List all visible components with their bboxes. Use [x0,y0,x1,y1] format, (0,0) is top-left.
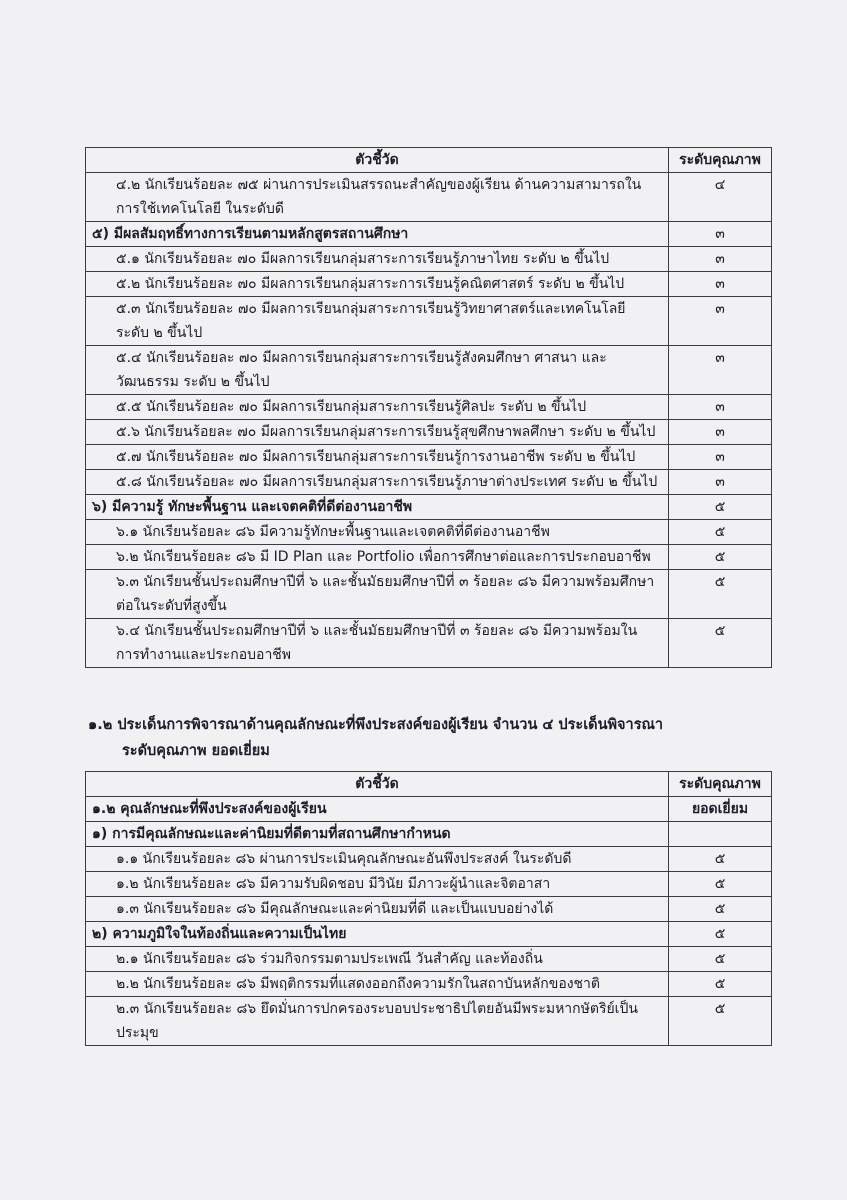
table-row [86,822,772,847]
indicator-text: ๕.๕ นักเรียนร้อยละ ๗๐ มีผลการเรียนกลุ่มสาระการเรียนรู้ศิลปะ ระดับ ๒ ขึ้นไป [86,395,669,420]
quality-level: ๓ [669,470,772,495]
table-row [86,495,772,520]
indicator-table-2 [85,771,772,1046]
section-quality-level: ระดับคุณภาพ ยอดเยี่ยม [122,743,270,759]
indicator-text: ๕.๘ นักเรียนร้อยละ ๗๐ มีผลการเรียนกลุ่มสาระการเรียนรู้ภาษาต่างประเทศ ระดับ ๒ ขึ้นไป [86,470,669,495]
quality-level: ๓ [669,395,772,420]
quality-level: ๕ [669,545,772,570]
table-row [86,297,772,346]
table-row [86,395,772,420]
header-level: ระดับคุณภาพ [669,148,772,173]
table-row [86,997,772,1046]
table-row [86,173,772,222]
header-level: ระดับคุณภาพ [669,772,772,797]
table-row [86,222,772,247]
table-row [86,545,772,570]
quality-level [669,822,772,847]
table-header [86,148,772,173]
indicator-text: ๑.๑ นักเรียนร้อยละ ๘๖ ผ่านการประเมินคุณลักษณะอันพึงประสงค์ ในระดับดี [86,847,669,872]
indicator-text: ๑.๒ นักเรียนร้อยละ ๘๖ มีความรับผิดชอบ มีวินัย มีภาวะผู้นำและจิตอาสา [86,872,669,897]
quality-level: ๕ [669,495,772,520]
indicator-text: ๒.๑ นักเรียนร้อยละ ๘๖ ร่วมกิจกรรมตามประเพณี วันสำคัญ และท้องถิ่น [86,947,669,972]
header-indicator: ตัวชี้วัด [86,148,669,173]
quality-level: ๕ [669,520,772,545]
table-row [86,470,772,495]
quality-level: ๓ [669,346,772,395]
table-row [86,570,772,619]
indicator-text: ๕.๔ นักเรียนร้อยละ ๗๐ มีผลการเรียนกลุ่มสาระการเรียนรู้สังคมศึกษา ศาสนา และวัฒนธรรม ระดับ ๒ ขึ้นไป [86,346,669,395]
indicator-text: ๕.๗ นักเรียนร้อยละ ๗๐ มีผลการเรียนกลุ่มสาระการเรียนรู้การงานอาชีพ ระดับ ๒ ขึ้นไป [86,445,669,470]
indicator-text: ๑.๒ คุณลักษณะที่พึงประสงค์ของผู้เรียน [86,797,669,822]
indicator-text: ๕.๓ นักเรียนร้อยละ ๗๐ มีผลการเรียนกลุ่มสาระการเรียนรู้วิทยาศาสตร์และเทคโนโลยี ระดับ ๒ ขึ้นไป [86,297,669,346]
indicator-text: ๒.๓ นักเรียนร้อยละ ๘๖ ยึดมั่นการปกครองระบอบประชาธิปไตยอันมีพระมหากษัตริย์เป็นประมุข [86,997,669,1046]
quality-level: ๕ [669,922,772,947]
indicator-text: ๖.๒ นักเรียนร้อยละ ๘๖ มี ID Plan และ Portfolio เพื่อการศึกษาต่อและการประกอบอาชีพ [86,545,669,570]
indicator-text: ๖) มีความรู้ ทักษะพื้นฐาน และเจตคติที่ดีต่องานอาชีพ [86,495,669,520]
quality-level: ๓ [669,222,772,247]
quality-level: ๕ [669,619,772,668]
indicator-text: ๒) ความภูมิใจในท้องถิ่นและความเป็นไทย [86,922,669,947]
table-row [86,972,772,997]
table-row [86,420,772,445]
quality-level: ๕ [669,947,772,972]
quality-level: ๕ [669,847,772,872]
indicator-text: ๕) มีผลสัมฤทธิ์ทางการเรียนตามหลักสูตรสถานศึกษา [86,222,669,247]
quality-level: ๓ [669,272,772,297]
table-row [86,897,772,922]
quality-level: ๓ [669,445,772,470]
quality-level: ๕ [669,897,772,922]
indicator-text: ๕.๒ นักเรียนร้อยละ ๗๐ มีผลการเรียนกลุ่มสาระการเรียนรู้คณิตศาสตร์ ระดับ ๒ ขึ้นไป [86,272,669,297]
table-row [86,947,772,972]
table-row [86,346,772,395]
quality-level: ๓ [669,247,772,272]
section-title: ๑.๒ ประเด็นการพิจารณาด้านคุณลักษณะที่พึงประสงค์ของผู้เรียน จำนวน ๔ ประเด็นพิจารณา [88,717,664,733]
indicator-text: ๕.๖ นักเรียนร้อยละ ๗๐ มีผลการเรียนกลุ่มสาระการเรียนรู้สุขศึกษาพลศึกษา ระดับ ๒ ขึ้นไป [86,420,669,445]
table-row [86,445,772,470]
indicator-text: ๒.๒ นักเรียนร้อยละ ๘๖ มีพฤติกรรมที่แสดงออกถึงความรักในสถาบันหลักของชาติ [86,972,669,997]
indicator-text: ๑) การมีคุณลักษณะและค่านิยมที่ดีตามที่สถานศึกษากำหนด [86,822,669,847]
table-row [86,619,772,668]
table-row [86,797,772,822]
quality-level: ยอดเยี่ยม [669,797,772,822]
indicator-text: ๖.๔ นักเรียนชั้นประถมศึกษาปีที่ ๖ และชั้นมัธยมศึกษาปีที่ ๓ ร้อยละ ๘๖ มีความพร้อมในการทำงานและประกอบอาชีพ [86,619,669,668]
table-row [86,520,772,545]
indicator-text: ๖.๓ นักเรียนชั้นประถมศึกษาปีที่ ๖ และชั้นมัธยมศึกษาปีที่ ๓ ร้อยละ ๘๖ มีความพร้อมศึกษาต่อในระดับที่สูงขึ้น [86,570,669,619]
indicator-text: ๔.๒ นักเรียนร้อยละ ๗๕ ผ่านการประเมินสรรถนะสำคัญของผู้เรียน ด้านความสามารถในการใช้เทคโนโลยี ในระดับดี [86,173,669,222]
quality-level: ๕ [669,997,772,1046]
quality-level: ๕ [669,570,772,619]
indicator-text: ๕.๑ นักเรียนร้อยละ ๗๐ มีผลการเรียนกลุ่มสาระการเรียนรู้ภาษาไทย ระดับ ๒ ขึ้นไป [86,247,669,272]
table-row [86,847,772,872]
quality-level: ๕ [669,872,772,897]
indicator-text: ๖.๑ นักเรียนร้อยละ ๘๖ มีความรู้ทักษะพื้นฐานและเจตคติที่ดีต่องานอาชีพ [86,520,669,545]
table-row [86,272,772,297]
indicator-text: ๑.๓ นักเรียนร้อยละ ๘๖ มีคุณลักษณะและค่านิยมที่ดี และเป็นแบบอย่างได้ [86,897,669,922]
quality-level: ๓ [669,420,772,445]
quality-level: ๔ [669,173,772,222]
header-indicator: ตัวชี้วัด [86,772,669,797]
quality-level: ๓ [669,297,772,346]
quality-level: ๕ [669,972,772,997]
table-row [86,872,772,897]
table-header [86,772,772,797]
section-heading [88,712,768,764]
indicator-table-1 [85,147,772,668]
table-row [86,922,772,947]
table-row [86,247,772,272]
